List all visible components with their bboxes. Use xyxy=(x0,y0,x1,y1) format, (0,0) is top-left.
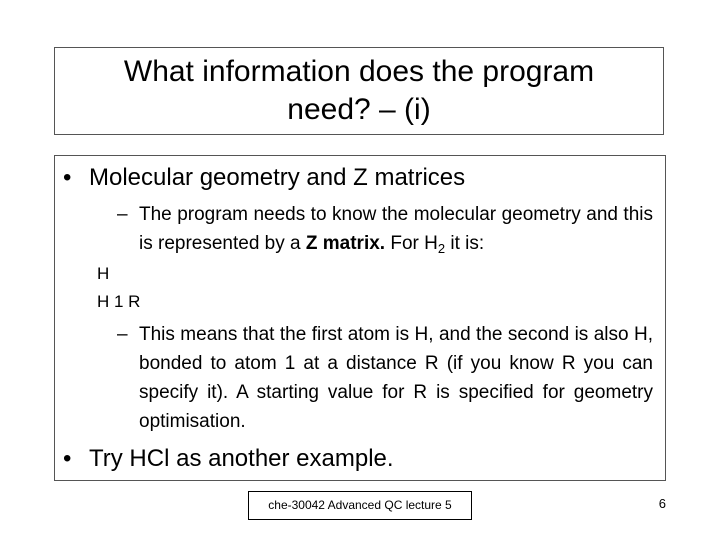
slide-content xyxy=(54,155,666,481)
sub-bullet-text: This means that the first atom is H, and the second is also H, bonded to atom 1 at a distance R (if you know R you can specify it). A starting value for R is specified for geometry optimisation. xyxy=(139,324,653,432)
zmatrix-line-2: H 1 R xyxy=(97,292,141,311)
title-line-1: What information does the program xyxy=(123,55,595,88)
z-matrix-term: Z matrix. xyxy=(305,233,386,254)
dash-marker: – xyxy=(117,204,128,225)
slide-title xyxy=(54,47,664,135)
bullet-dot: • xyxy=(63,445,72,472)
sub-bullet-z-matrix xyxy=(117,200,653,258)
dash-marker: – xyxy=(117,324,128,345)
subscript-2: 2 xyxy=(437,241,446,256)
bullet-text: Molecular geometry and Z matrices xyxy=(89,164,466,191)
footer-label: che-30042 Advanced QC lecture 5 xyxy=(248,491,472,520)
bullet-text: Try HCl as another example. xyxy=(89,445,394,472)
bullet-molecular-geometry xyxy=(63,163,465,193)
sub-bullet-text: The program needs to know the molecular geometry and this is represented by a Z matrix. For $H_2$ it is: xyxy=(139,204,653,256)
bullet-hcl-example xyxy=(63,444,394,474)
title-line-2: need? – (i) xyxy=(287,93,431,126)
page-number: 6 xyxy=(658,496,666,511)
bullet-dot: • xyxy=(63,164,72,191)
sub-bullet-explanation xyxy=(117,320,653,436)
zmatrix-line-1: H xyxy=(97,264,110,283)
